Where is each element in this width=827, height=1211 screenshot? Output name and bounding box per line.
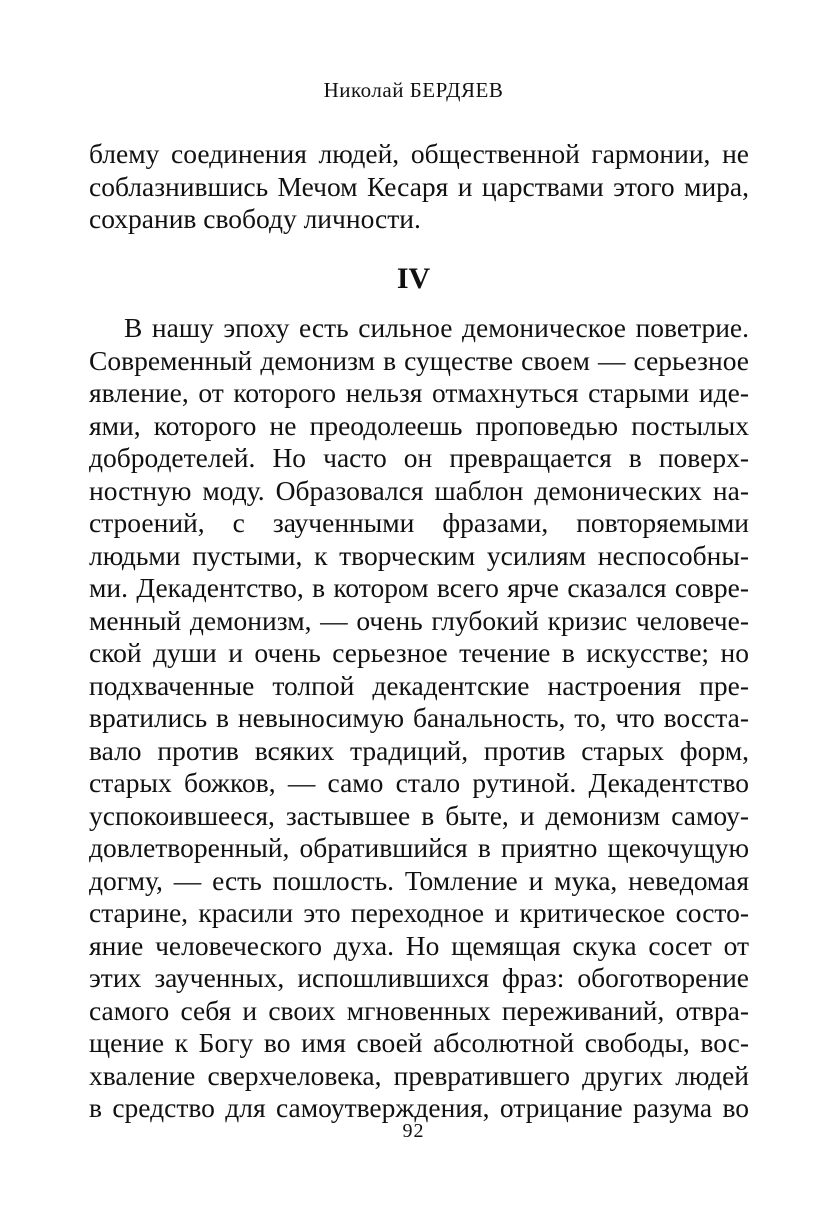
text-line: догму, — есть пошлость. Томление и мука, неведомая: [89, 864, 749, 896]
section-paragraph: [89, 312, 749, 1125]
text-line: ской души и очень серьезное течение в искусстве; но: [89, 637, 749, 668]
text-line: добродетелей. Но часто он превращается в поверх-: [89, 442, 749, 473]
text-line: подхваченные толпой декадентские настроения пре-: [89, 669, 749, 701]
text-line: явление, от которого нельзя отмахнуться старыми иде-: [89, 377, 749, 408]
text-line: яние человеческого духа. Но щемящая скука сосет от: [89, 929, 749, 961]
text-line: строений, с заученными фразами, повторяемыми: [89, 507, 749, 538]
text-line: соблазнившись Мечом Кесаря и царствами этого мира,: [89, 170, 749, 202]
text-line: вратились в невыносимую банальность, то, что восста-: [89, 702, 749, 733]
text-line: старине, красили это переходное и критическое состо-: [89, 897, 749, 928]
text-line: вало против всяких традиций, против старых форм,: [89, 734, 749, 766]
text-line: старых божков, — само стало рутиной. Декадентство: [89, 767, 749, 798]
text-line: щение к Богу во имя своей абсолютной свободы, вос-: [89, 1027, 749, 1058]
section-heading: IV: [396, 262, 431, 295]
text-line: этих заученных, испошлившихся фраз: обоготворение: [89, 962, 749, 993]
text-line: самого себя и своих мгновенных переживаний, отвра-: [89, 994, 749, 1026]
text-line: менный демонизм, — очень глубокий кризис человече-: [89, 604, 749, 636]
text-line: сохранив свободу личности.: [89, 203, 421, 234]
text-line: ностную моду. Образовался шаблон демонических на-: [89, 474, 749, 506]
text-line: В нашу эпоху есть сильное демоническое поветрие.: [124, 312, 749, 343]
text-line: хваление сверхчеловека, превратившего других людей: [89, 1059, 749, 1091]
text-line: ями, которого не преодолеешь проповедью постылых: [89, 409, 749, 441]
text-line: в средство для самоутверждения, отрицание разума во: [89, 1092, 749, 1123]
page-number: 92: [402, 1120, 425, 1142]
text-line: довлетворенный, обратившийся в приятно щекочущую: [89, 832, 749, 863]
running-head: Николай БЕРДЯЕВ: [323, 78, 504, 102]
text-line: блему соединения людей, общественной гармонии, не: [89, 138, 749, 169]
continuation-paragraph: [89, 138, 749, 236]
text-line: ми. Декадентство, в котором всего ярче сказался совре-: [89, 572, 749, 603]
text-line: успокоившееся, застывшее в быте, и демонизм самоу-: [89, 799, 749, 831]
text-line: Современный демонизм в существе своем — серьезное: [89, 344, 749, 376]
text-line: людьми пустыми, к творческим усилиям неспособны-: [89, 539, 749, 571]
